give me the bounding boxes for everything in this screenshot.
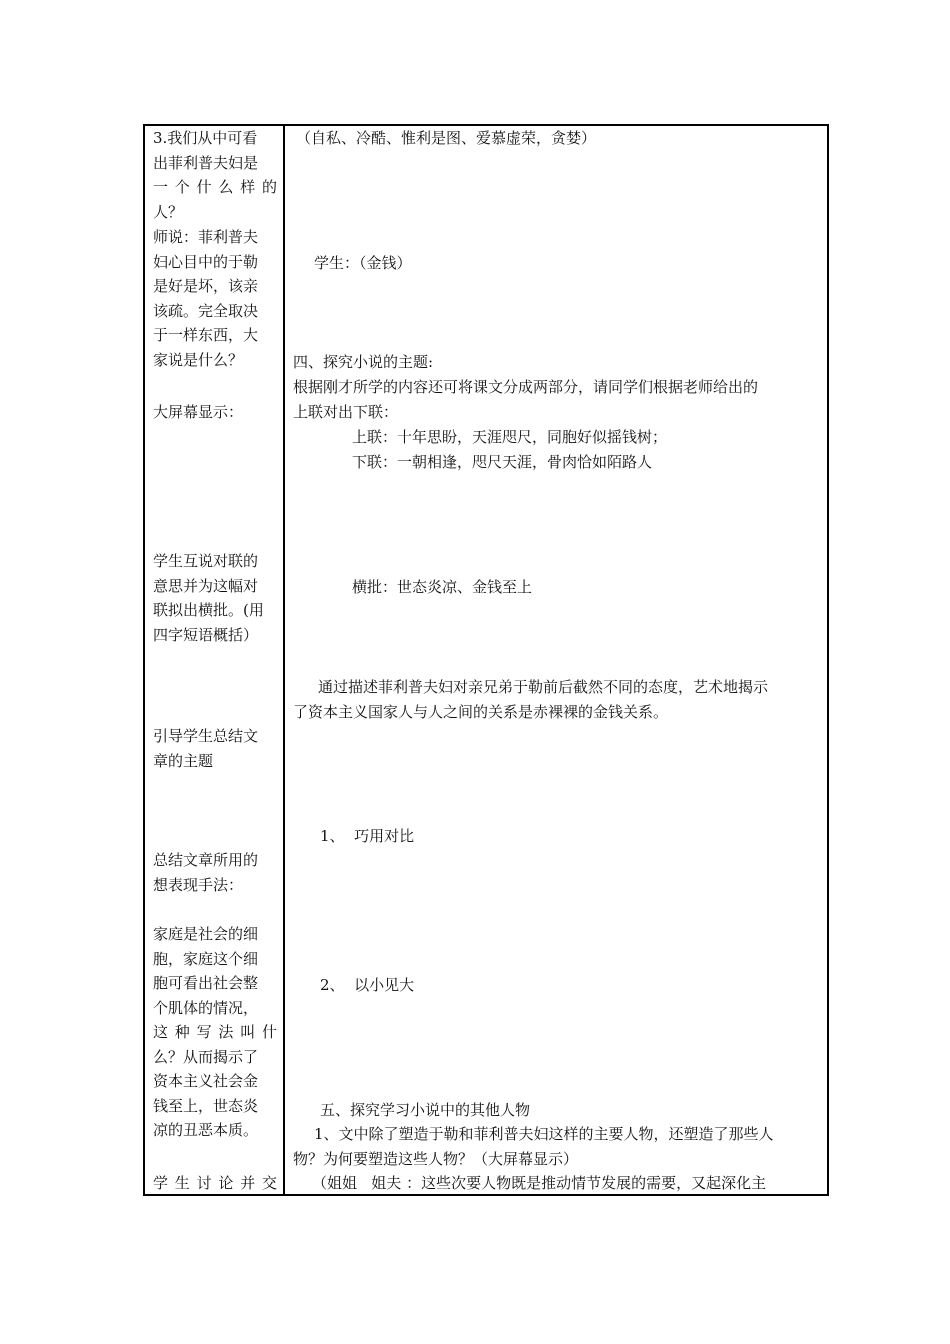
section4-title: 四、探究小说的主题: <box>293 353 434 371</box>
section4-intro: 上联对出下联： <box>293 403 399 421</box>
section5-question: 1、文中除了塑造于勒和菲利普夫妇这样的主要人物，还塑造了那些人 <box>314 1125 774 1143</box>
left-line: 么？从而揭示了 <box>153 1047 259 1066</box>
left-line: 这 种 写 法 叫 什 <box>153 1023 277 1041</box>
theme-line: 了资本主义国家人与人之间的关系是赤裸裸的金钱关系。 <box>293 703 669 721</box>
left-line: 学生互说对联的 <box>153 552 259 570</box>
left-line: 胞，家庭这个细 <box>153 949 259 968</box>
left-line: 家庭是社会的细 <box>153 925 259 943</box>
left-line: 凉的丑恶本质。 <box>153 1121 259 1139</box>
left-block-couplet <box>153 549 277 647</box>
left-line: 引导学生总结文 <box>153 727 259 745</box>
left-line: 师说：菲利普夫 <box>153 228 259 246</box>
left-block-teacher <box>153 225 277 372</box>
left-block-discuss <box>153 1171 277 1196</box>
left-line: 资本主义社会金 <box>153 1072 259 1090</box>
left-block-theme <box>153 724 277 773</box>
left-line: 钱至上，世态炎 <box>153 1096 259 1115</box>
left-line: 章的主题 <box>153 751 214 770</box>
left-line: 妇心目中的于勒 <box>153 252 259 271</box>
left-line: 个肌体的情况， <box>153 998 259 1017</box>
left-line: 出菲利普夫妇是 <box>153 153 259 172</box>
left-line: 学 生 讨 论 并 交 <box>153 1174 277 1192</box>
couplet-lower: 下联：一朝相逢，咫尺天涯，骨肉恰如陌路人 <box>352 453 653 471</box>
left-line: 人？ <box>153 202 184 221</box>
left-block-family <box>153 922 277 1143</box>
section4-intro: 根据刚才所学的内容还可将课文分成两部分，请同学们根据老师给出的 <box>293 378 759 396</box>
couplet-upper: 上联：十年思盼，天涯咫尺，同胞好似摇钱树； <box>352 428 668 446</box>
student-answer: 学生：（金钱） <box>314 254 412 272</box>
left-block-technique <box>153 848 277 897</box>
left-line: 总结文章所用的 <box>153 851 259 869</box>
technique-small-big: 2、 以小见大 <box>320 976 415 994</box>
left-block-screen <box>153 400 277 425</box>
couplet-horizontal: 横批：世态炎凉、金钱至上 <box>352 578 533 596</box>
left-line: 联拟出横批。(用 <box>153 601 264 619</box>
left-line: 想表现手法： <box>153 875 244 894</box>
technique-contrast: 1、 巧用对比 <box>320 827 415 845</box>
left-line: 胞可看出社会整 <box>153 974 259 992</box>
theme-line: 通过描述菲利普夫妇对亲兄弟于勒前后截然不同的态度，艺术地揭示 <box>318 678 769 696</box>
column-divider <box>283 124 285 1196</box>
section5-question: 物？为何要塑造这些人物？（大屏幕显示） <box>293 1150 579 1168</box>
left-line: 该疏。完全取决 <box>153 301 259 320</box>
left-line: 3.我们从中可看 <box>153 129 258 147</box>
section5-title: 五、探究学习小说中的其他人物 <box>320 1101 531 1119</box>
left-line: 一 个 什 么 样 的 <box>153 178 277 196</box>
left-line: 四字短语概括） <box>153 625 259 644</box>
left-line: 大屏幕显示： <box>153 403 244 421</box>
left-line: 家说是什么？ <box>153 350 244 369</box>
section5-answer: （姐姐 姐夫 ：这些次要人物既是推动情节发展的需要，又起深化主 <box>312 1174 767 1192</box>
traits-line: （自私、冷酷、惟利是图、爱慕虚荣，贪婪） <box>296 129 597 147</box>
left-line: 是好是坏，该亲 <box>153 277 259 295</box>
left-block-question3 <box>153 126 277 224</box>
left-line: 于一样东西，大 <box>153 326 259 344</box>
left-line: 意思并为这幅对 <box>153 576 259 595</box>
